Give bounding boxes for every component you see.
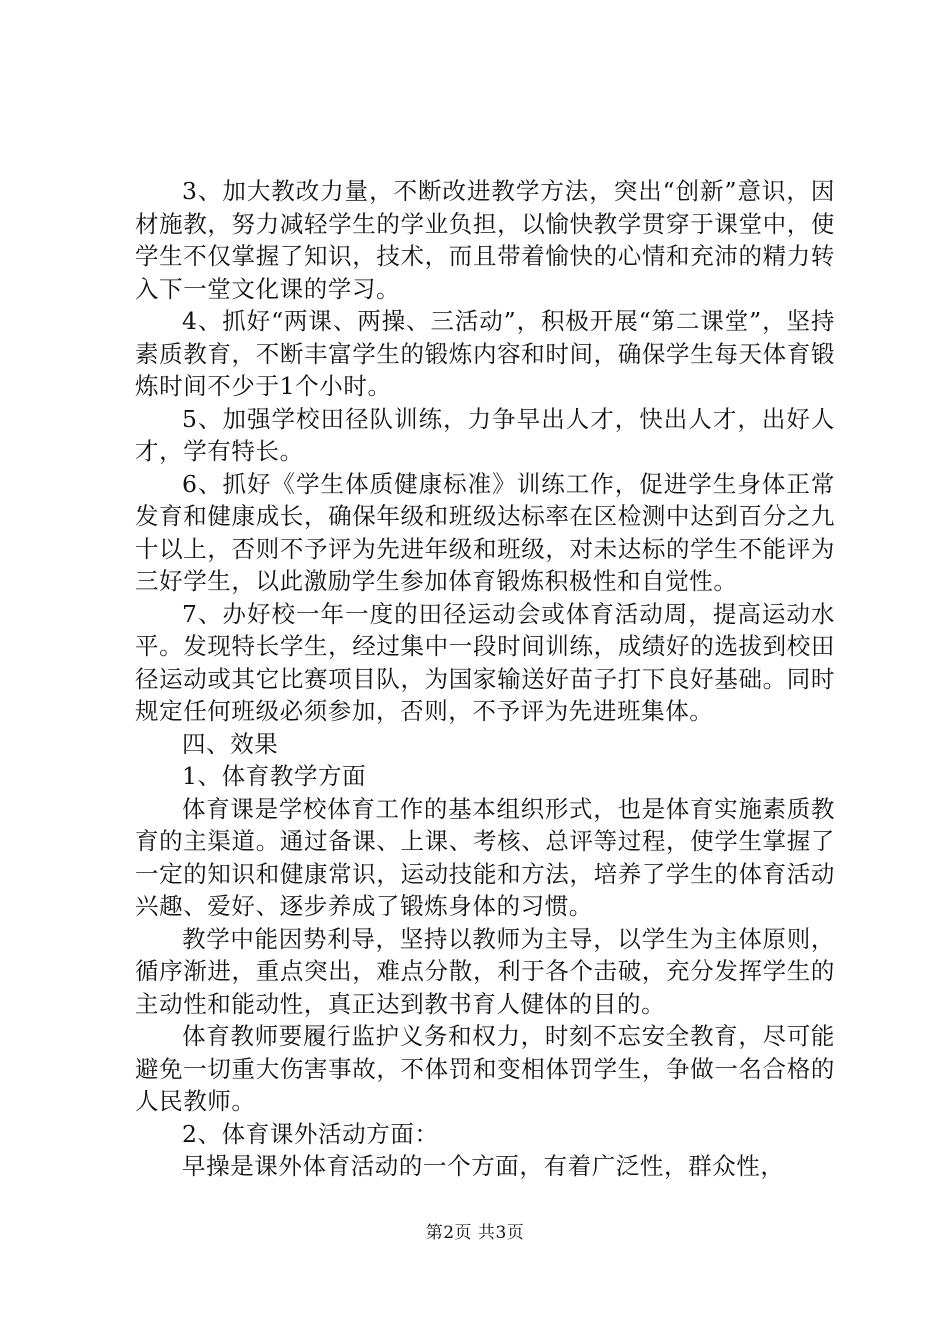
paragraph-item-3: 3、加大教改力量，不断改进教学方法，突出“创新”意识，因材施教，努力减轻学生的学业负担，以愉快教学贯穿于课堂中，使学生不仅掌握了知识，技术，而且带着愉快的心情和充沛的精力转入下一堂文化课的学习。 xyxy=(135,177,835,303)
document-body xyxy=(135,175,835,1183)
paragraph-item-6: 6、抓好《学生体质健康标准》训练工作，促进学生身体正常发育和健康成长，确保年级和班级达标率在区检测中达到百分之九十以上，否则不予评为先进年级和班级，对未达标的学生不能评为三好学生，以此激励学生参加体育锻炼积极性和自觉性。 xyxy=(135,469,835,595)
section-heading-effects: 四、效果 xyxy=(182,729,279,758)
paragraph-item-4: 4、抓好“两课、两操、三活动”，积极开展“第二课堂”，坚持素质教育，不断丰富学生的锻炼内容和时间，确保学生每天体育锻炼时间不少于1个小时。 xyxy=(135,307,835,400)
paragraph-teaching-method: 教学中能因势利导，坚持以教师为主导，以学生为主体原则，循序渐进，重点突出，难点分散，利于各个击破，充分发挥学生的主动性和能动性，真正达到教书育人健体的目的。 xyxy=(135,924,835,1018)
page-footer: 第2页 共3页 xyxy=(425,1223,525,1243)
paragraph-item-7: 7、办好校一年一度的田径运动会或体育活动周，提高运动水平。发现特长学生，经过集中一段时间训练，成绩好的选拔到校田径运动或其它比赛项目队，为国家输送好苗子打下良好基础。同时规定任何班级必须参加，否则，不予评为先进班集体。 xyxy=(135,599,835,725)
paragraph-item-5: 5、加强学校田径队训练，力争早出人才，快出人才，出好人才，学有特长。 xyxy=(135,404,835,465)
paragraph-morning-exercise: 早操是课外体育活动的一个方面，有着广泛性，群众性， xyxy=(182,1152,785,1180)
subheading-extracurricular: 2、体育课外活动方面： xyxy=(182,1119,439,1148)
subheading-teaching: 1、体育教学方面 xyxy=(182,762,367,790)
paragraph-pe-class: 体育课是学校体育工作的基本组织形式，也是体育实施素质教育的主渠道。通过备课、上课、考核、总评等过程，使学生掌握了一定的知识和健康常识，运动技能和方法，培养了学生的体育活动兴趣、爱好、逐步养成了锻炼身体的习惯。 xyxy=(135,794,835,920)
paragraph-teacher-duty: 体育教师要履行监护义务和权力，时刻不忘安全教育，尽可能避免一切重大伤害事故，不体罚和变相体罚学生，争做一名合格的人民教师。 xyxy=(135,1022,835,1115)
